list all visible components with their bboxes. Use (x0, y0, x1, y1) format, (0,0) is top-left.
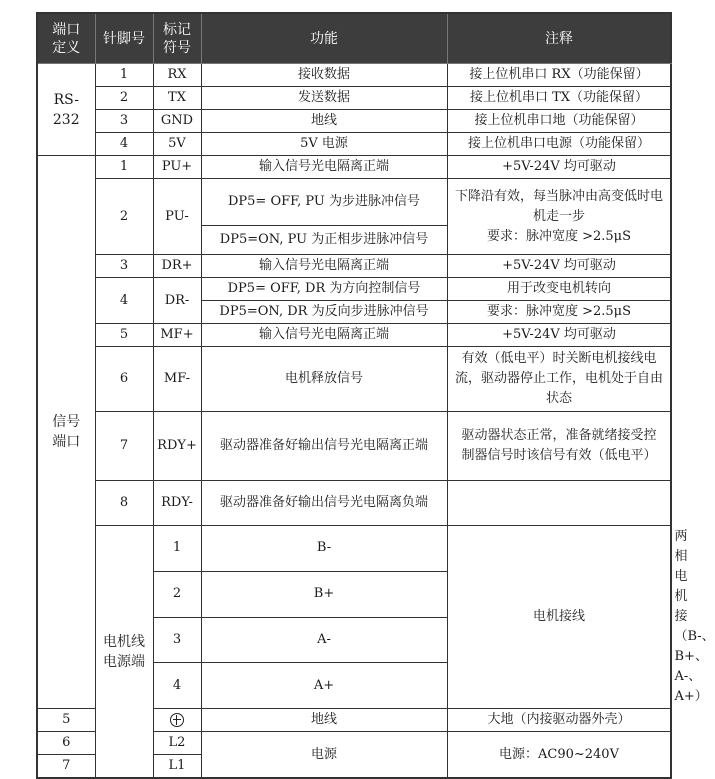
pin-note: 驱动器状态正常，准备就绪接受控制器信号时该信号有效（低电平） (447, 412, 671, 481)
pin-symbol: A+ (201, 663, 447, 709)
pin-function: 接收数据 (201, 64, 447, 87)
pin-symbol: L2 (153, 732, 201, 755)
pin-symbol: DR- (153, 278, 201, 324)
pin-number: 4 (153, 663, 201, 709)
pin-number: 5 (37, 709, 95, 732)
table-row (37, 412, 671, 481)
group-power (95, 526, 153, 779)
pin-symbol: RDY+ (153, 412, 201, 481)
pin-number: 7 (37, 755, 95, 779)
table-row (37, 110, 671, 133)
pin-note: +5V-24V 均可驱动 (447, 255, 671, 278)
pin-symbol: GND (153, 110, 201, 133)
pin-function: 输入信号光电隔离正端 (201, 324, 447, 347)
table-row (37, 278, 671, 301)
pin-note (447, 481, 671, 526)
pin-note: 大地（内接驱动器外壳） (447, 709, 671, 732)
group-signal-label: 信号端口 (52, 414, 81, 450)
table-row (37, 179, 671, 226)
pin-function: 地线 (201, 110, 447, 133)
pin-function: DP5=ON, PU 为正相步进脉冲信号 (201, 226, 447, 255)
table-row (37, 347, 671, 412)
pin-note-line: 要求：脉冲宽度 >2.5μS (486, 228, 632, 244)
pin-function: 输入信号光电隔离正端 (201, 156, 447, 179)
header-row (37, 13, 671, 64)
header-pin: 针脚号 (95, 13, 153, 64)
header-port: 端口定义 (37, 13, 95, 64)
group-rs232: RS-232 (37, 64, 95, 156)
group-power-label: 电机线电源端 (103, 633, 145, 670)
pin-symbol: B+ (201, 571, 447, 617)
table-row (37, 324, 671, 347)
pin-symbol: MF+ (153, 324, 201, 347)
pin-number: 2 (95, 179, 153, 255)
pin-number: 2 (153, 571, 201, 617)
pin-symbol: PU+ (153, 156, 201, 179)
table-row (37, 481, 671, 526)
pin-symbol: RX (153, 64, 201, 87)
pin-symbol: RDY- (153, 481, 201, 526)
table-row: 电机线电源端 1 B- 电机接线 两相电机接（B-、B+、A-、A+） (37, 526, 671, 572)
pin-number: 3 (95, 255, 153, 278)
pin-note: 接上位机串口 TX（功能保留） (447, 87, 671, 110)
pin-symbol: PU- (153, 179, 201, 255)
pin-number: 7 (95, 412, 153, 481)
pin-number: 1 (153, 526, 201, 572)
header-note: 注释 (447, 13, 671, 64)
pin-symbol: 5V (153, 133, 201, 156)
pin-number: 8 (95, 481, 153, 526)
pin-definition-table (36, 12, 715, 779)
table-row (37, 133, 671, 156)
table-row (37, 255, 671, 278)
pin-note: 接上位机串口地（功能保留） (447, 110, 671, 133)
pin-note: 要求：脉冲宽度 >2.5μS (447, 301, 671, 324)
pin-number: 3 (95, 110, 153, 133)
pin-symbol: DR+ (153, 255, 201, 278)
pin-note: +5V-24V 均可驱动 (447, 324, 671, 347)
pin-note: 有效（低电平）时关断电机接线电流，驱动器停止工作，电机处于自由状态 (447, 347, 671, 412)
pin-number: 4 (95, 278, 153, 324)
table-row (37, 156, 671, 179)
pin-function: DP5= OFF, PU 为步进脉冲信号 (201, 179, 447, 226)
pin-symbol: MF- (153, 347, 201, 412)
pin-function: 输入信号光电隔离正端 (201, 255, 447, 278)
pin-note: 接上位机串口 RX（功能保留） (447, 64, 671, 87)
pin-number: 6 (37, 732, 95, 755)
pin-function: 地线 (201, 709, 447, 732)
pin-function: 5V 电源 (201, 133, 447, 156)
pin-note-line: 下降沿有效，每当脉冲由高变低时电机走一步 (454, 188, 663, 224)
pin-number: 5 (95, 324, 153, 347)
pin-function: DP5= OFF, DR 为方向控制信号 (201, 278, 447, 301)
pin-symbol: TX (153, 87, 201, 110)
pin-symbol: B- (201, 526, 447, 572)
pin-note: 接上位机串口电源（功能保留） (447, 133, 671, 156)
pin-symbol: L1 (153, 755, 201, 779)
header-symbol: 标记符号 (153, 13, 201, 64)
pin-symbol (153, 709, 201, 732)
pin-number: 3 (153, 617, 201, 663)
table-row (37, 64, 671, 87)
pin-note: +5V-24V 均可驱动 (447, 156, 671, 179)
pin-function: 电机释放信号 (201, 347, 447, 412)
pin-function: 电源 (201, 732, 447, 779)
pin-function: 驱动器准备好输出信号光电隔离正端 (201, 412, 447, 481)
pin-definition-table-wrapper (36, 12, 715, 779)
pin-symbol: A- (201, 617, 447, 663)
pin-note (447, 179, 671, 255)
pin-number: 4 (95, 133, 153, 156)
pin-note: 电源：AC90~240V (447, 732, 671, 779)
table-row (37, 87, 671, 110)
pin-number: 2 (95, 87, 153, 110)
header-function: 功能 (201, 13, 447, 64)
ground-symbol-icon (170, 713, 184, 727)
pin-function: 发送数据 (201, 87, 447, 110)
group-signal (37, 156, 95, 709)
pin-function: 电机接线 (447, 526, 671, 709)
pin-number: 1 (95, 156, 153, 179)
pin-function: 驱动器准备好输出信号光电隔离负端 (201, 481, 447, 526)
pin-number: 1 (95, 64, 153, 87)
pin-function: DP5=ON, DR 为反向步进脉冲信号 (201, 301, 447, 324)
pin-note: 用于改变电机转向 (447, 278, 671, 301)
pin-number: 6 (95, 347, 153, 412)
